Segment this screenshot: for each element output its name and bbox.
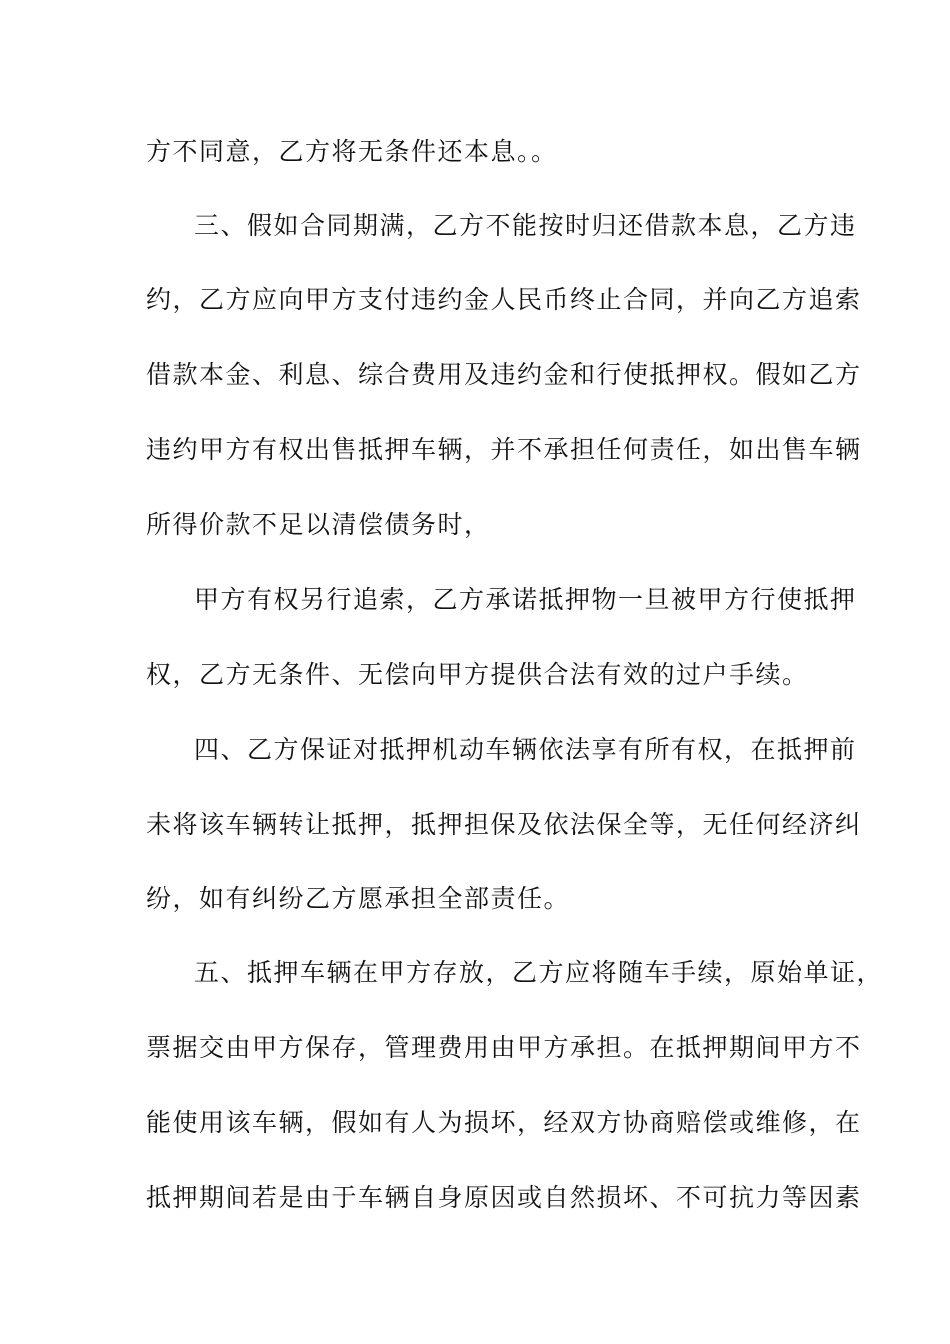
text-line-13: 票据交由甲方保存，管理费用由甲方承担。在抵押期间甲方不: [146, 1033, 862, 1062]
text-line-10: 未将该车辆转让抵押，抵押担保及依法保全等，无任何经济纠: [146, 810, 862, 839]
text-line-5: 违约甲方有权出售抵押车辆，并不承担任何责任，如出售车辆: [146, 435, 862, 464]
text-line-15: 抵押期间若是由于车辆自身原因或自然损坏、不可抗力等因素: [146, 1183, 862, 1212]
text-line-8: 权，乙方无条件、无偿向甲方提供合法有效的过户手续。: [146, 660, 809, 689]
text-line-1: 方不同意，乙方将无条件还本息。。: [146, 137, 558, 166]
text-line-7: 甲方有权另行追索，乙方承诺抵押物一旦被甲方行使抵押: [194, 585, 857, 614]
text-line-12: 五、抵押车辆在甲方存放，乙方应将随车手续，原始单证，: [194, 958, 884, 987]
text-line-9: 四、乙方保证对抵押机动车辆依法享有所有权，在抵押前: [194, 735, 857, 764]
text-line-11: 纷，如有纠纷乙方愿承担全部责任。: [146, 884, 571, 913]
text-line-2: 三、假如合同期满，乙方不能按时归还借款本息，乙方违: [194, 211, 857, 240]
text-line-6: 所得价款不足以清偿债务时，: [146, 510, 491, 539]
text-line-14: 能使用该车辆，假如有人为损坏，经双方协商赔偿或维修，在: [146, 1108, 862, 1137]
text-line-3: 约，乙方应向甲方支付违约金人民币终止合同，并向乙方追索: [146, 285, 862, 314]
text-line-4: 借款本金、利息、综合费用及违约金和行使抵押权。假如乙方: [146, 360, 862, 389]
